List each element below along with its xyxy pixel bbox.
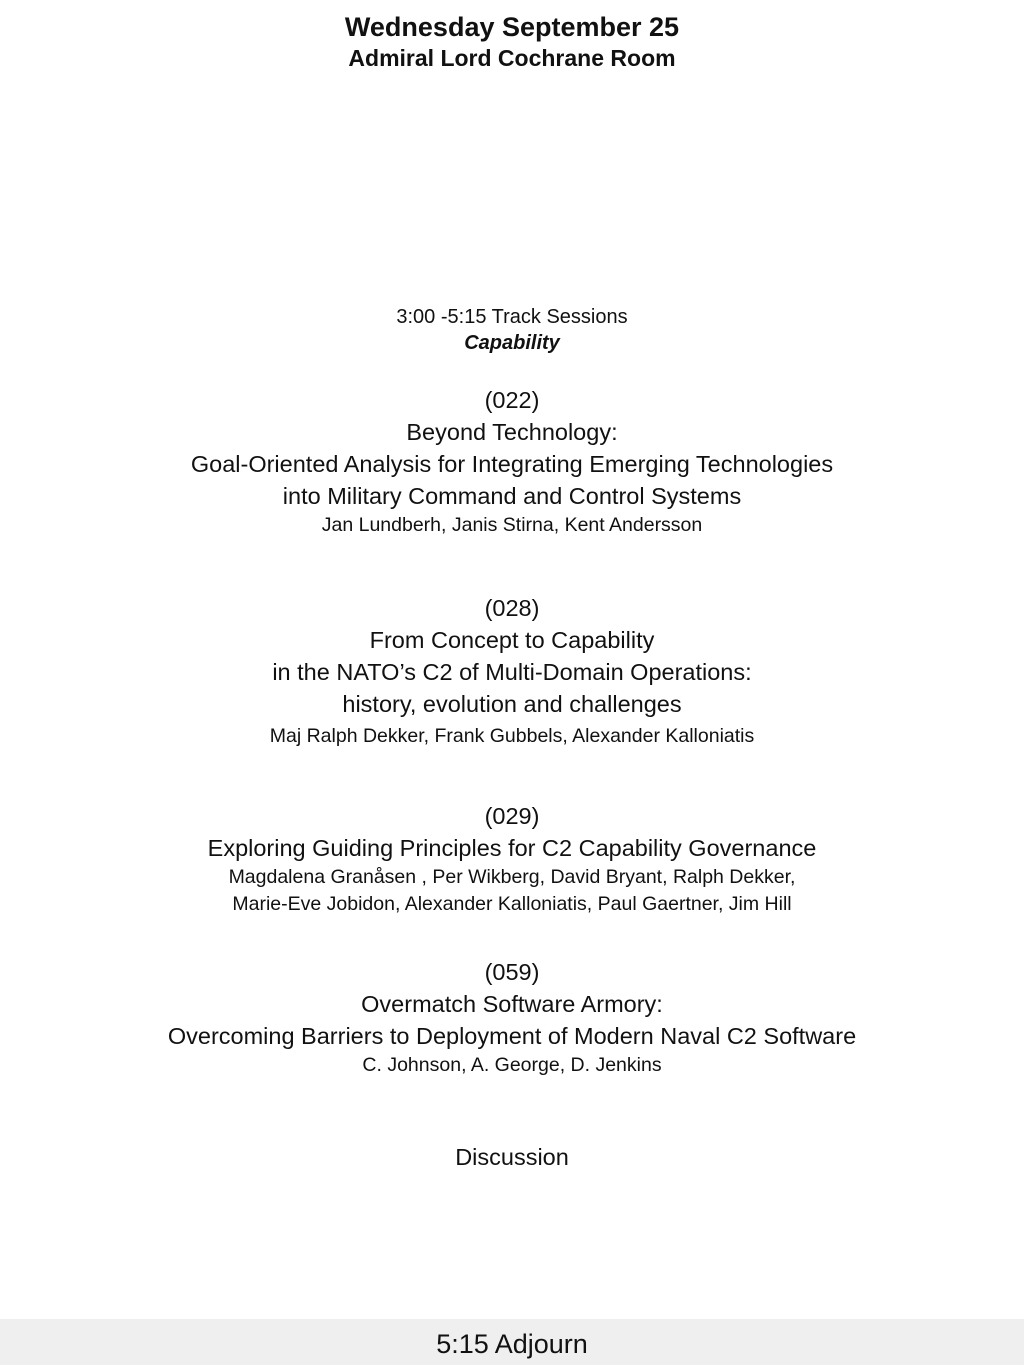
paper-id: (022) <box>484 387 540 413</box>
paper-authors: Magdalena Granåsen , Per Wikberg, David Bryant, Ralph Dekker, <box>228 866 796 888</box>
paper-title-line: in the NATO’s C2 of Multi-Domain Operations: <box>272 659 752 685</box>
discussion-label: Discussion <box>455 1144 569 1170</box>
paper-title-line: history, evolution and challenges <box>342 691 682 717</box>
paper-029 <box>0 800 1024 918</box>
paper-title-line: Overcoming Barriers to Deployment of Modern Naval C2 Software <box>167 1023 857 1049</box>
paper-title-line: into Military Command and Control Systems <box>282 483 742 509</box>
paper-authors: Maj Ralph Dekker, Frank Gubbels, Alexander Kalloniatis <box>269 725 755 747</box>
paper-title-line: Beyond Technology: <box>406 419 618 445</box>
paper-authors: Marie-Eve Jobidon, Alexander Kalloniatis, Paul Gaertner, Jim Hill <box>232 893 792 915</box>
paper-title-line: Goal-Oriented Analysis for Integrating Emerging Technologies <box>190 451 834 477</box>
session-time: 3:00 -5:15 Track Sessions <box>396 306 628 328</box>
paper-authors: Jan Lundberh, Janis Stirna, Kent Andersson <box>321 514 703 536</box>
track-name: Capability <box>464 332 560 354</box>
paper-authors: C. Johnson, A. George, D. Jenkins <box>362 1054 662 1076</box>
room-name: Admiral Lord Cochrane Room <box>348 45 676 71</box>
paper-title-line: Overmatch Software Armory: <box>361 991 663 1017</box>
paper-id: (028) <box>484 595 540 621</box>
paper-title-line: Exploring Guiding Principles for C2 Capability Governance <box>207 835 817 861</box>
footer-bar <box>0 1319 1024 1365</box>
paper-title-line: From Concept to Capability <box>369 627 655 653</box>
paper-028 <box>0 592 1024 750</box>
paper-id: (059) <box>484 959 540 985</box>
paper-022 <box>0 384 1024 539</box>
paper-059 <box>0 956 1024 1079</box>
page-title: Wednesday September 25 <box>344 12 680 42</box>
adjourn-label: 5:15 Adjourn <box>436 1329 588 1359</box>
paper-id: (029) <box>484 803 540 829</box>
